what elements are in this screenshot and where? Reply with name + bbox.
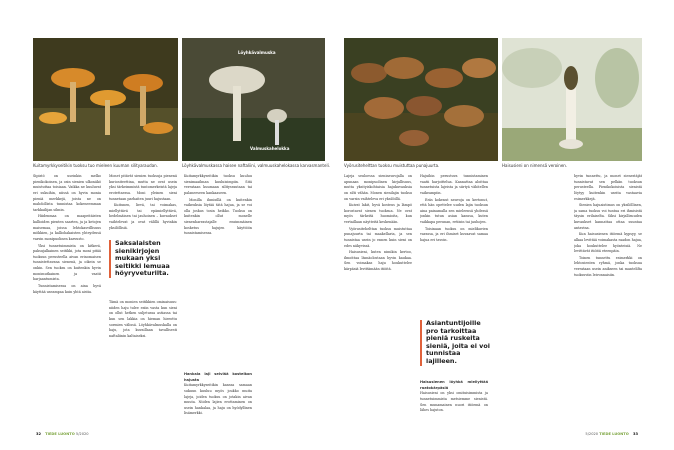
column-3-lower (184, 370, 252, 426)
column-5 (420, 174, 488, 314)
photo-stinkhorn (502, 38, 642, 161)
magazine-brand-right: TIEDE LUONTO (599, 432, 629, 436)
col3-subhead: Hankala laji selviää kosteikon hajusta (184, 372, 252, 382)
col2-after-para: Tämä on monien seitikkien ominaisuus: niiden haju tulee esiin vasta kun sieni on ollut hetken suljetussa astiassa tai kun sen lakkia on hieman hierottu sormien välissä. Löyhkävalmuskalla on haju, jota kuvaillaan tavallisesti naftaliinin kaltaiseksi. (109, 300, 177, 338)
col5-after-para: Haisusieni on yksi omituisimmista ja tunnetuimmista metsiemme sienistä. Sen munamainen nuori itiöemä on lähes hajuton. (420, 391, 488, 413)
col1-para: Hiidenmaa on maapeitäisten kallioiden pienten saarten, ja ja ketojen maisemaa, joissa lehtokasvillisuus mökkien, ja kalliohakaisten yhteydessä varsin monipuolinen kasvusto. (33, 214, 101, 241)
col5-para: Toisinaan tuoksu on mielikuvien varassa, ja eri ihmiset kuvaavat samaa hajua eri tavoin. (420, 226, 488, 242)
column-2-lower (109, 300, 177, 426)
col1-para: Tunnistamisessa on aina hyvä käyttää useampaa kuin yhtä aistia. (33, 283, 101, 294)
column-3 (184, 174, 252, 294)
col3-after-para: Kuitamyrkkyseitikin kanssa samaan sukuun kuuluu myös joukko muita lajeja, joiden tuoksu on jotakin aivan muuta. Niiden lajien erottaminen on usein hankalaa, ja haju on hyödyllinen lisämerkki. (184, 383, 252, 416)
magazine-brand-left: TIEDE LUONTO (45, 432, 75, 436)
pullquote-left: Saksalaisten sienikirjojen mukaan yksi seitikki lemuaa höyryveturilta. (109, 240, 179, 278)
footer-right (585, 432, 641, 436)
col4-para: Lajeja seuloessa sienineuvojalla on apunaan monipuolinen kirjallisuus, mutta yksityiskohtaisia hajukuvauksia on silti vähän. Monen sienilajin tuoksu on varsin vaihteleva eri yksilöillä. (344, 174, 412, 201)
pullquote-right: Asiantuntijoille pro tarkoittaa pieniä ruskeita sieniä, joita ei voi tunnistaa lajilleen. (420, 320, 492, 366)
col2-para: Monet pitävät sienien tuoksuja pienenä kuriositeettina, mutta ne ovat usein yksi tärkeimmistä tuntomerkeistä lajeja erotettaessa. Moni yleinen sieni tunnetaan parhaiten juuri hajustaan. (109, 174, 177, 201)
col4-para: Haisusieni, kuten nimikin kertoo, ilmoittaa läsnäolostaan hyvin kaukaa. Sen voimakas haju houkuttelee kärpäsiä levittämään itiöitä. (344, 250, 412, 271)
col6-para: Toinen tunnettu esimerkki on lehtosienten ryhmä, jonka tuoksua verrataan usein anikseen tai mantelilta tuoksuviin leivonnaisiin. (574, 255, 642, 277)
column-1 (33, 174, 101, 426)
col5-para: Eräs kokenut neuvoja on kertonut, että hän opettelee uuden lajin tuoksun aina painamalla sen mieleensä yhdessä jonkin tutun asian kanssa, kuten vaikkapa perunan, retiisin tai jauhojen. (420, 197, 488, 224)
photo-white-mushrooms (182, 38, 325, 161)
page-number-right: 33 (632, 432, 638, 436)
col3-para: Kuitamyrkkyseitikin tuoksu kuuluu sienimaailman kuuluisimpiin. Sitä verrataan kuumaan silitysrautaan tai palaneeseen kankaaseen. (184, 174, 252, 195)
issue-left: 5/2020 (75, 432, 89, 436)
photo2-label-bottom: Valmuskahelokka (250, 146, 290, 151)
photo-brown-mushrooms (344, 38, 498, 161)
col2-para: Kuitunen, lievä, tai voimakas, miellyttävä tai epämiellyttävä, hedelmäinen tai jauhoinen – kuvaukset vaihtelevat ja ovat välillä hyvinkin yksilöllisiä. (109, 203, 177, 230)
col4-para: Vyörusitehelttan tuoksu muistuttaa punajuurta tai maakellaria, ja sen tunnistaa usein jo ennen kuin sieni on edes näkyvissä. (344, 226, 412, 248)
issue-right: 5/2020 (585, 432, 599, 436)
footer-left (33, 432, 89, 436)
col4-para: Kuivat lakit, hyvä kosteus ja lämpö korostavat sienen tuoksua. Ne ovat myös tärkeitä huomioita, kun vertaillaan näytteitä keskenään. (344, 203, 412, 224)
photo2-label-top: Löyhkävalmuska (238, 50, 276, 55)
col5-subhead: Haisusienen löyhkä miellyttää raatokärpäsiä (420, 380, 488, 390)
column-6 (574, 174, 642, 426)
column-4 (344, 174, 412, 426)
photo4-caption: Haisusieni on nimensä veroinen. (502, 163, 568, 168)
col1-para: Sipistö on useinkin melko pienikokoinen, ja osin sienien ulkonäkö muistuttaa toisiaan. Vaikka ne kuuluvat eri sukuihin, niissä on hyvin monia pieniä merkkejä, joista ne on mahdollista tunnistaa kokeneemman tarkkailijan silmin. (33, 174, 101, 212)
col3-para: Monilla ihmisillä on kuitenkin vaikeuksia löytää tätä hajua, ja se voi olla joskus tosin heikko. Tuoksu on kuitenkin ollut monelle sienenharrastajalle ensimmäinen kosketus hajujen käyttöön tunnistamisessa. (184, 197, 252, 236)
photo2-caption: Löyhkävalmuskassa haisee naftaliini, valmuuskahelokassa karvasmanteli. (182, 163, 330, 168)
col5-para: Hajuihin perustuva tunnistaminen vaatii harjoittelua. Kannattaa aloittaa tunnetuista lajeista ja siirtyä vähitellen vaikeampiin. (420, 174, 488, 195)
page-number-left: 32 (36, 432, 42, 436)
col1-para: Yksi tunnetuimmista on kitkerä, paksujalkainen seitikki, jota moni pitää tuoksun perusteella aivan erinomaisen tunnistettavana sienenä, ja oikein se onkin. Sen tuoksu on kuitenkin hyvin monimutkainen ja vaatii harjaantumista. (33, 243, 101, 282)
photo-orange-mushrooms (33, 38, 178, 161)
col6-para: Sienien hajuaistimus on yksilöllinen, ja sama tuoksu voi tuntua eri ihmisistä täysin erilaiselta. Siksi kirjallisuuden kuvaukset kannattaa ottaa suuntaa antavina. (574, 203, 642, 230)
column-5-lower (420, 378, 488, 426)
photo1-caption: Kuitamyrkkyseitikin tuoksu tuo mieleen kuuman silityaraudan. (33, 163, 158, 168)
col6-para: Kun haisusienen itiöemä kypsyy, se alkaa levittää voimakasta raadon hajua, joka houkuttelee hyönteisiä. Ne levittävät itiöitä eteenpäin. (574, 232, 642, 254)
col6-para: hyvin tunnettu, ja monet sienestäjät tunnistavat sen pelkän tuoksun perusteella. Pienikokoisista sienistä löytyy kuitenkin useita vastaavia esimerkkejä. (574, 174, 642, 201)
photo3-caption: Vyörusitehelttan tuoksu muistuttaa punajuurta. (344, 163, 440, 168)
